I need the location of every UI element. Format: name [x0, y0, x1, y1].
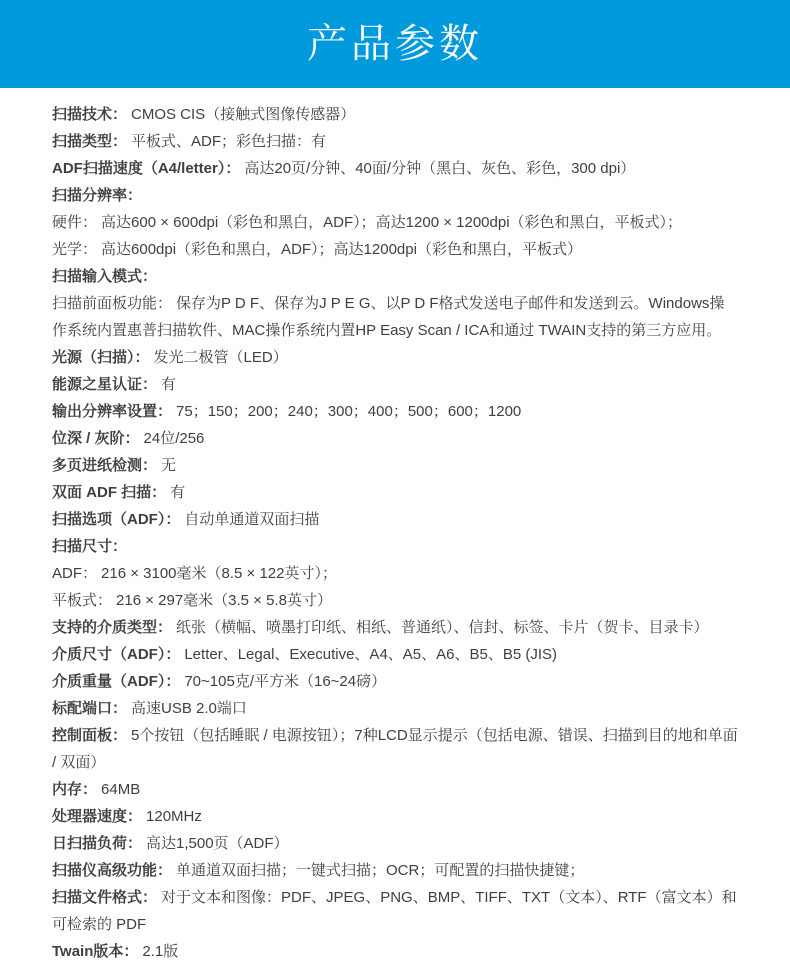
spec-label: 介质重量（ADF）：	[52, 673, 181, 690]
spec-label: 多页进纸检测：	[52, 457, 158, 474]
spec-value: 24位/256	[143, 430, 205, 447]
spec-label: 能源之星认证：	[52, 376, 158, 393]
spec-label: 硬件：	[52, 214, 98, 231]
spec-value: CMOS CIS（接触式图像传感器）	[131, 106, 356, 123]
spec-row	[52, 128, 738, 155]
spec-value: 2.1版	[142, 943, 179, 960]
spec-row	[52, 668, 738, 695]
spec-row	[52, 344, 738, 371]
spec-row	[52, 506, 738, 533]
spec-row	[52, 533, 738, 560]
spec-row	[52, 182, 738, 209]
spec-row	[52, 371, 738, 398]
spec-label: 标配端口：	[52, 700, 128, 717]
spec-list	[0, 88, 790, 965]
spec-value: Letter、Legal、Executive、A4、A5、A6、B5、B5 (JIS)	[184, 646, 558, 663]
spec-value: 216 × 297毫米（3.5 × 5.8英寸）	[116, 592, 332, 609]
spec-label: 双面 ADF 扫描：	[52, 484, 167, 501]
spec-row	[52, 884, 738, 938]
spec-label: 扫描尺寸：	[52, 538, 128, 555]
spec-value: 70~105克/平方米（16~24磅）	[184, 673, 387, 690]
spec-label: 位深 / 灰阶：	[52, 430, 140, 447]
spec-label: 控制面板：	[52, 727, 128, 744]
spec-value: 5个按钮（包括睡眠 / 电源按钮）；7种LCD显示提示（包括电源、错误、扫描到目的地和单面 / 双面）	[52, 727, 738, 771]
spec-row	[52, 776, 738, 803]
spec-value: 自动单通道双面扫描	[184, 511, 320, 528]
spec-value: 高达600dpi（彩色和黑白，ADF）；高达1200dpi（彩色和黑白，平板式）	[101, 241, 582, 258]
spec-value: 216 × 3100毫米（8.5 × 122英寸）；	[101, 565, 337, 582]
spec-row	[52, 614, 738, 641]
spec-row	[52, 452, 738, 479]
spec-label: 扫描文件格式：	[52, 889, 158, 906]
spec-label: 处理器速度：	[52, 808, 143, 825]
spec-row	[52, 101, 738, 128]
spec-label: Twain版本：	[52, 943, 139, 960]
spec-label: 扫描输入模式：	[52, 268, 158, 285]
spec-row	[52, 290, 738, 344]
page-header-banner	[0, 0, 790, 88]
spec-row	[52, 560, 738, 587]
spec-label: 扫描前面板功能：	[52, 295, 173, 312]
spec-label: 光学：	[52, 241, 98, 258]
spec-label: 扫描类型：	[52, 133, 128, 150]
spec-row	[52, 479, 738, 506]
spec-value: 高达600 × 600dpi（彩色和黑白，ADF）；高达1200 × 1200dpi（彩色和黑白，平板式）；	[101, 214, 683, 231]
spec-label: 扫描仪高级功能：	[52, 862, 173, 879]
spec-label: 扫描选项（ADF）：	[52, 511, 181, 528]
spec-row	[52, 155, 738, 182]
spec-row	[52, 722, 738, 776]
spec-row	[52, 938, 738, 965]
spec-value: 纸张（横幅、喷墨打印纸、相纸、普通纸）、信封、标签、卡片（贺卡、目录卡）	[176, 619, 709, 636]
spec-value: 高达20页/分钟、40面/分钟（黑白、灰色、彩色，300 dpi）	[244, 160, 636, 177]
spec-value: 高速USB 2.0端口	[131, 700, 247, 717]
spec-value: 平板式、ADF；彩色扫描：有	[131, 133, 327, 150]
spec-label: ADF扫描速度（A4/letter）：	[52, 160, 241, 177]
spec-label: 输出分辨率设置：	[52, 403, 173, 420]
spec-label: 平板式：	[52, 592, 113, 609]
spec-label: 介质尺寸（ADF）：	[52, 646, 181, 663]
spec-value: 发光二极管（LED）	[153, 349, 288, 366]
spec-label: 日扫描负荷：	[52, 835, 143, 852]
spec-label: 支持的介质类型：	[52, 619, 173, 636]
spec-label: ADF：	[52, 565, 98, 582]
spec-row	[52, 641, 738, 668]
spec-value: 120MHz	[146, 808, 202, 825]
spec-label: 扫描技术：	[52, 106, 128, 123]
spec-value: 单通道双面扫描；一键式扫描；OCR；可配置的扫描快捷键；	[176, 862, 585, 879]
spec-row	[52, 695, 738, 722]
spec-value: 对于文本和图像：PDF、JPEG、PNG、BMP、TIFF、TXT（文本）、RTF（富文本）和可检索的 PDF	[52, 889, 737, 933]
spec-row	[52, 236, 738, 263]
spec-value: 75；150；200；240；300；400；500；600；1200	[176, 403, 522, 420]
page-title: 产品参数	[307, 22, 483, 66]
spec-value: 64MB	[101, 781, 141, 798]
spec-value: 保存为P D F、保存为J P E G、以P D F格式发送电子邮件和发送到云。Windows操作系统内置惠普扫描软件、MAC操作系统内置HP Easy Scan / ICA和通过 TWAIN支持的第三方应用。	[52, 295, 725, 339]
spec-value: 有	[170, 484, 186, 501]
spec-row	[52, 398, 738, 425]
spec-row	[52, 857, 738, 884]
spec-row	[52, 209, 738, 236]
spec-label: 内存：	[52, 781, 98, 798]
spec-label: 扫描分辨率：	[52, 187, 143, 204]
spec-value: 无	[161, 457, 177, 474]
spec-value: 有	[161, 376, 177, 393]
spec-label: 光源（扫描）：	[52, 349, 150, 366]
spec-row	[52, 803, 738, 830]
spec-value: 高达1,500页（ADF）	[146, 835, 289, 852]
spec-row	[52, 830, 738, 857]
spec-row	[52, 587, 738, 614]
spec-row	[52, 263, 738, 290]
spec-row	[52, 425, 738, 452]
